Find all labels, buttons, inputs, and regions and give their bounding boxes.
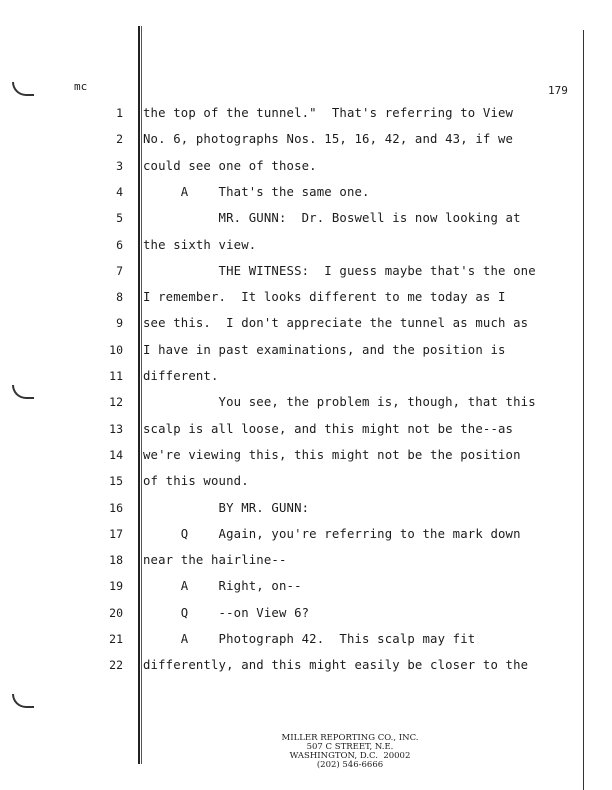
line-text: we're viewing this, this might not be the position — [143, 447, 521, 462]
line-text: Q Again, you're referring to the mark down — [143, 526, 521, 541]
line-text: near the hairline-- — [143, 553, 287, 568]
line-number: 13 — [109, 421, 123, 436]
line-number: 17 — [109, 526, 123, 541]
line-text: I have in past examinations, and the position is — [143, 342, 506, 357]
line-number: 14 — [109, 447, 123, 462]
line-number: 10 — [109, 342, 123, 357]
line-text: different. — [143, 369, 219, 383]
line-text: You see, the problem is, though, that this — [143, 395, 536, 410]
line-text: THE WITNESS: I guess maybe that's the one — [143, 263, 536, 278]
line-text: BY MR. GUNN: — [143, 500, 310, 515]
footer-street: 507 C STREET, N.E. — [306, 742, 394, 752]
line-number: 15 — [109, 474, 123, 489]
scan-artifact-mark — [12, 82, 34, 96]
left-margin-rule-inner — [141, 26, 142, 764]
line-text: A Photograph 42. This scalp may fit — [143, 632, 476, 646]
line-text: I remember. It looks different to me today as I — [143, 290, 506, 305]
line-text: A That's the same one. — [143, 184, 370, 199]
line-number: 21 — [109, 632, 123, 646]
line-text: A Right, on-- — [143, 579, 302, 594]
line-text: the sixth view. — [143, 237, 257, 252]
line-number: 1 — [116, 106, 123, 120]
line-number: 12 — [109, 395, 123, 410]
line-number: 11 — [109, 369, 123, 383]
line-number: 8 — [116, 290, 123, 305]
line-number: 2 — [116, 132, 123, 147]
left-margin-rule — [138, 26, 140, 764]
line-number: 5 — [116, 211, 123, 226]
line-text: see this. I don't appreciate the tunnel as much as — [143, 316, 529, 331]
line-number: 9 — [116, 316, 123, 331]
footer-phone: (202) 546-6666 — [316, 760, 384, 770]
line-text: the top of the tunnel." That's referring to View — [143, 106, 514, 120]
line-number: 22 — [109, 658, 123, 673]
page-number: 179 — [548, 84, 568, 97]
scan-artifact-mark — [12, 385, 34, 399]
line-text: No. 6, photographs Nos. 15, 16, 42, and 43, if we — [143, 132, 514, 147]
line-text: could see one of those. — [143, 158, 317, 173]
scan-artifact-mark — [12, 694, 34, 708]
line-text: MR. GUNN: Dr. Boswell is now looking at — [143, 211, 521, 226]
line-number: 20 — [109, 605, 123, 620]
reporter-initials: mc — [74, 80, 88, 93]
line-number: 4 — [116, 184, 123, 199]
line-text: differently, and this might easily be closer to the — [143, 658, 529, 673]
reporter-footer — [230, 734, 470, 770]
line-text: scalp is all loose, and this might not be the--as — [143, 421, 514, 436]
line-number: 19 — [109, 579, 123, 594]
right-margin-rule — [583, 30, 584, 790]
line-number: 18 — [109, 553, 123, 568]
line-text: of this wound. — [143, 474, 249, 489]
footer-city: WASHINGTON, D.C. 20002 — [289, 751, 411, 761]
line-number: 7 — [116, 263, 123, 278]
line-number: 16 — [109, 500, 123, 515]
line-number: 3 — [116, 158, 123, 173]
line-text: Q --on View 6? — [143, 605, 310, 620]
footer-company: MILLER REPORTING CO., INC. — [281, 733, 419, 743]
line-number: 6 — [116, 237, 123, 252]
